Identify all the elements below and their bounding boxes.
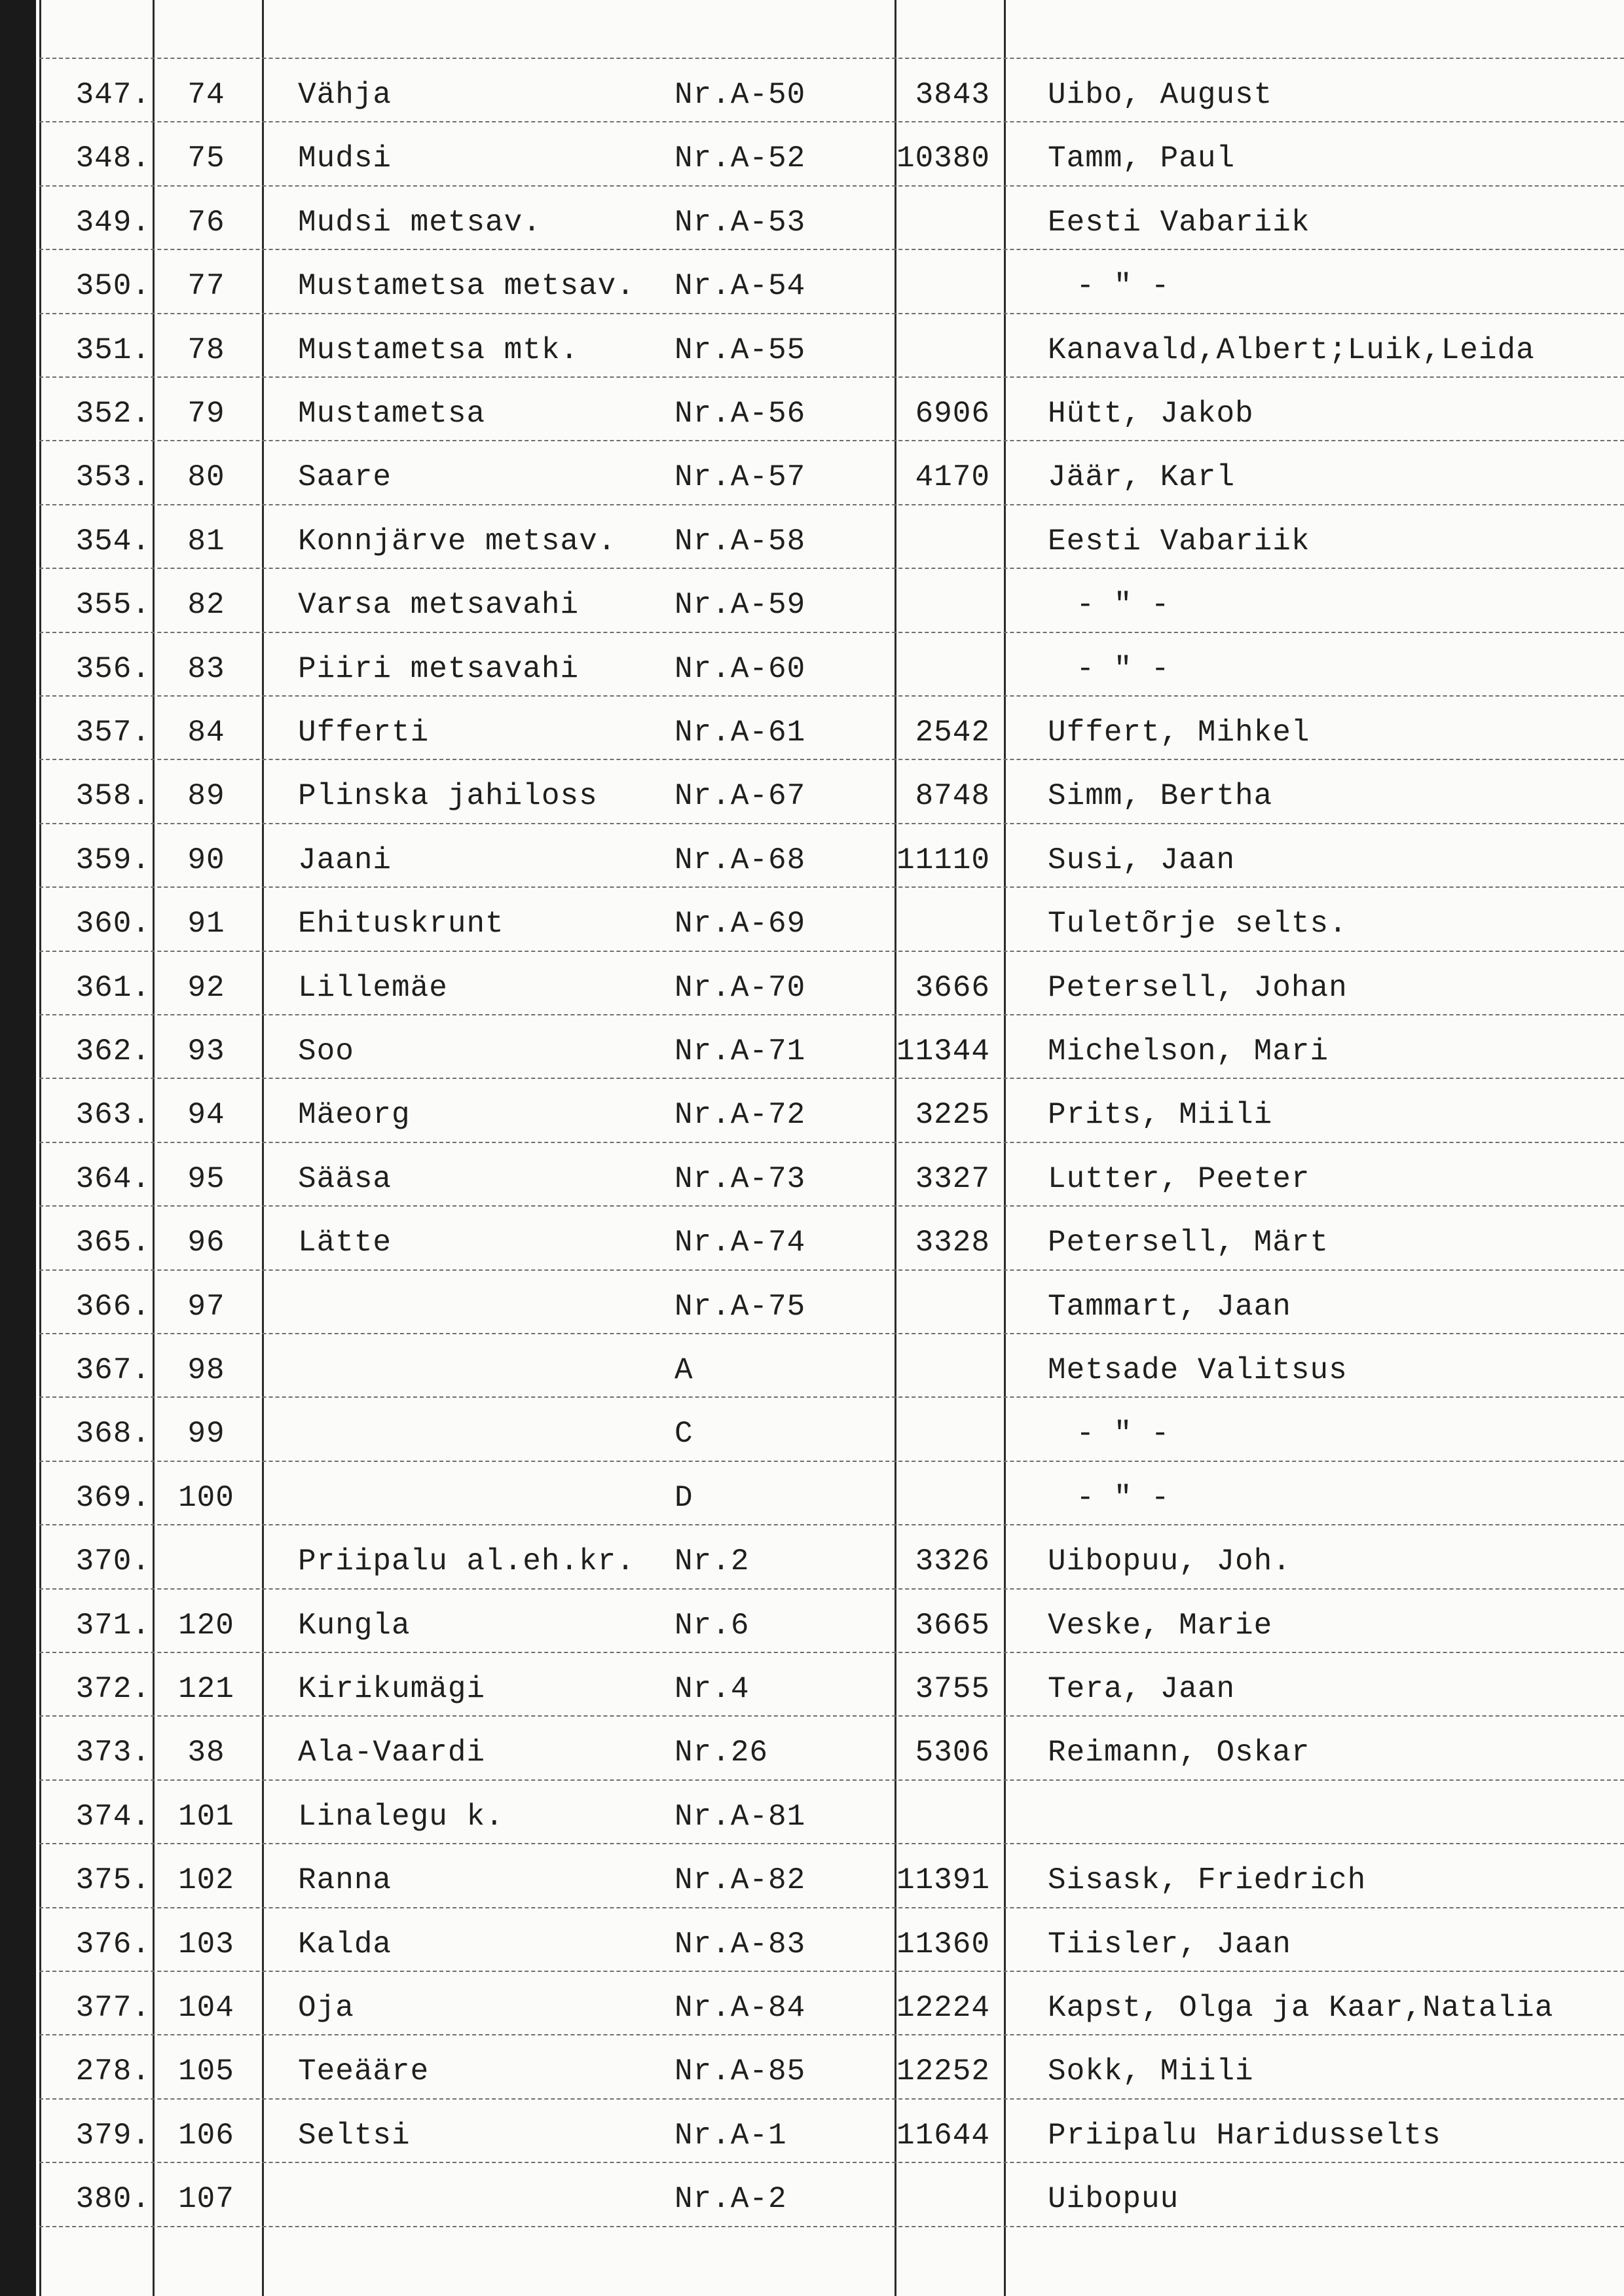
table-row [0,823,1624,886]
entry-number: 361. [75,970,151,1005]
farm-name: Mustametsa mtk. [298,333,580,367]
owner-name: Uffert, Mihkel [1048,716,1310,750]
table-row [0,1907,1624,1971]
farm-name: Lätte [298,1226,392,1260]
table-row [0,1779,1624,1843]
table-row [0,1014,1624,1078]
registry-reference: Nr.A-61 [674,716,806,750]
farm-name: Kirikumägi [298,1672,486,1706]
registry-reference: A [674,1353,693,1387]
parcel-number: 75 [187,141,225,176]
parcel-number: 89 [187,779,225,814]
farm-name: Konnjärve metsav. [298,524,617,558]
registry-reference: Nr.4 [674,1672,750,1706]
farm-name: Lillemäe [298,970,448,1005]
parcel-number: 77 [187,269,225,304]
entry-number: 363. [75,1098,151,1133]
owner-name: Eesti Vabariik [1048,205,1310,240]
farm-name: Mudsi [298,141,392,176]
table-row [0,1652,1624,1715]
parcel-number: 102 [178,1863,234,1898]
registry-reference: Nr.A-75 [674,1289,806,1324]
register-number: 12224 [896,1991,990,2025]
entry-number: 359. [75,843,151,877]
farm-name: Mäeorg [298,1098,411,1133]
table-row [0,249,1624,312]
parcel-number: 97 [187,1289,225,1324]
table-row [0,632,1624,695]
registry-reference: Nr.2 [674,1544,750,1579]
farm-name: Ala-Vaardi [298,1736,486,1770]
farm-name: Soo [298,1034,354,1068]
owner-name: Sokk, Miili [1048,2054,1254,2089]
entry-number: 379. [75,2118,151,2153]
owner-name: Tammart, Jaan [1048,1289,1291,1324]
farm-name: Oja [298,1991,354,2025]
registry-reference: Nr.A-2 [674,2182,787,2217]
farm-name: Piiri metsavahi [298,651,580,686]
owner-name: Tiisler, Jaan [1048,1927,1291,1961]
entry-number: 366. [75,1289,151,1324]
parcel-number: 80 [187,460,225,495]
registry-reference: Nr.A-71 [674,1034,806,1068]
owner-name: Uibopuu, Joh. [1048,1544,1291,1579]
register-number: 11360 [896,1927,990,1961]
register-number: 3665 [915,1608,990,1643]
entry-number: 372. [75,1672,151,1706]
parcel-number: 106 [178,2118,234,2153]
parcel-number: 98 [187,1353,225,1387]
table-row [0,58,1624,121]
parcel-number: 94 [187,1098,225,1133]
registry-reference: Nr.6 [674,1608,750,1643]
registry-reference: Nr.A-58 [674,524,806,558]
owner-name: Susi, Jaan [1048,843,1236,877]
farm-name: Ufferti [298,716,430,750]
registry-reference: Nr.A-82 [674,1863,806,1898]
farm-name: Ranna [298,1863,392,1898]
owner-name: Uibopuu [1048,2182,1179,2217]
entry-number: 349. [75,205,151,240]
entry-number: 278. [75,2054,151,2089]
register-number: 3328 [915,1226,990,1260]
entry-number: 353. [75,460,151,495]
owner-name: Simm, Bertha [1048,779,1273,814]
register-number: 3225 [915,1098,990,1133]
entry-number: 368. [75,1417,151,1451]
register-number: 2542 [915,716,990,750]
register-number: 8748 [915,779,990,814]
registry-reference: Nr.A-55 [674,333,806,367]
table-row [0,695,1624,759]
owner-name: Reimann, Oskar [1048,1736,1310,1770]
table-row [0,1843,1624,1906]
entry-number: 362. [75,1034,151,1068]
parcel-number: 90 [187,843,225,877]
entry-number: 370. [75,1544,151,1579]
owner-name: Priipalu Haridusselts [1048,2118,1441,2153]
registry-reference: Nr.A-53 [674,205,806,240]
entry-number: 348. [75,141,151,176]
table-row [0,1715,1624,1779]
owner-name: Hütt, Jakob [1048,397,1254,431]
registry-reference: Nr.A-72 [674,1098,806,1133]
register-number: 6906 [915,397,990,431]
parcel-number: 120 [178,1608,234,1643]
table-row [0,759,1624,822]
owner-name: Prits, Miili [1048,1098,1273,1133]
registry-reference: Nr.A-74 [674,1226,806,1260]
table-row [0,1333,1624,1396]
register-number: 12252 [896,2054,990,2089]
owner-name: Veske, Marie [1048,1608,1273,1643]
owner-name: Petersell, Johan [1048,970,1348,1005]
entry-number: 356. [75,651,151,686]
table-row [0,2098,1624,2162]
table-row [0,886,1624,950]
farm-name: Mustametsa metsav. [298,269,635,304]
register-number: 3326 [915,1544,990,1579]
register-number: 3755 [915,1672,990,1706]
owner-name: Metsade Valitsus [1048,1353,1348,1387]
farm-name: Kungla [298,1608,411,1643]
entry-number: 373. [75,1736,151,1770]
farm-name: Ehituskrunt [298,907,504,941]
parcel-number: 38 [187,1736,225,1770]
owner-name: Kapst, Olga ja Kaar,Natalia [1048,1991,1554,2025]
register-number: 11644 [896,2118,990,2153]
entry-number: 376. [75,1927,151,1961]
register-number: 3843 [915,78,990,112]
parcel-number: 93 [187,1034,225,1068]
entry-number: 357. [75,716,151,750]
registry-reference: C [674,1417,693,1451]
table-row [0,313,1624,376]
entry-number: 365. [75,1226,151,1260]
table-row [0,2034,1624,2098]
table-row [0,1971,1624,2034]
owner-name: - " - [1076,588,1170,623]
entry-number: 369. [75,1480,151,1515]
entry-number: 352. [75,397,151,431]
entry-number: 367. [75,1353,151,1387]
registry-reference: Nr.A-73 [674,1161,806,1196]
parcel-number: 107 [178,2182,234,2217]
entry-number: 375. [75,1863,151,1898]
owner-name: Petersell, Märt [1048,1226,1329,1260]
table-row [0,568,1624,631]
registry-reference: Nr.A-85 [674,2054,806,2089]
parcel-number: 91 [187,907,225,941]
register-number: 5306 [915,1736,990,1770]
owner-name: - " - [1076,269,1170,304]
table-row [0,1396,1624,1460]
farm-name: Saare [298,460,392,495]
registry-reference: Nr.A-83 [674,1927,806,1961]
registry-reference: Nr.A-81 [674,1799,806,1834]
registry-reference: Nr.A-69 [674,907,806,941]
farm-name: Seltsi [298,2118,411,2153]
entry-number: 354. [75,524,151,558]
owner-name: - " - [1076,651,1170,686]
parcel-number: 76 [187,205,225,240]
owner-name: - " - [1076,1417,1170,1451]
table-row [0,1078,1624,1141]
register-number: 11391 [896,1863,990,1898]
entry-number: 347. [75,78,151,112]
owner-name: - " - [1076,1480,1170,1515]
parcel-number: 99 [187,1417,225,1451]
farm-name: Linalegu k. [298,1799,504,1834]
entry-number: 350. [75,269,151,304]
owner-name: Tuletõrje selts. [1048,907,1348,941]
table-row [0,121,1624,185]
registry-reference: Nr.A-1 [674,2118,787,2153]
registry-reference: Nr.A-84 [674,1991,806,2025]
farm-name: Varsa metsavahi [298,588,580,623]
registry-reference: Nr.A-60 [674,651,806,686]
registry-reference: Nr.A-59 [674,588,806,623]
parcel-number: 84 [187,716,225,750]
registry-reference: Nr.A-56 [674,397,806,431]
farm-name: Vähja [298,78,392,112]
table-row [0,504,1624,568]
table-row [0,440,1624,503]
parcel-number: 96 [187,1226,225,1260]
owner-name: Lutter, Peeter [1048,1161,1310,1196]
parcel-number: 101 [178,1799,234,1834]
owner-name: Michelson, Mari [1048,1034,1329,1068]
farm-name: Plinska jahiloss [298,779,598,814]
register-number: 11110 [896,843,990,877]
table-row [0,1524,1624,1588]
entry-number: 355. [75,588,151,623]
table-row [0,376,1624,440]
row-rule [39,2226,1624,2227]
table-row [0,1205,1624,1269]
farm-name: Sääsa [298,1161,392,1196]
registry-reference: D [674,1480,693,1515]
entry-number: 380. [75,2182,151,2217]
parcel-number: 100 [178,1480,234,1515]
register-number: 3666 [915,970,990,1005]
parcel-number: 83 [187,651,225,686]
registry-reference: Nr.A-57 [674,460,806,495]
entry-number: 371. [75,1608,151,1643]
register-number: 10380 [896,141,990,176]
owner-name: Uibo, August [1048,78,1273,112]
parcel-number: 104 [178,1991,234,2025]
registry-reference: Nr.A-50 [674,78,806,112]
entry-number: 358. [75,779,151,814]
entry-number: 360. [75,907,151,941]
table-row [0,951,1624,1014]
parcel-number: 78 [187,333,225,367]
farm-name: Jaani [298,843,392,877]
registry-reference: Nr.A-52 [674,141,806,176]
parcel-number: 121 [178,1672,234,1706]
parcel-number: 79 [187,397,225,431]
table-row [0,1142,1624,1205]
owner-name: Tamm, Paul [1048,141,1236,176]
table-row [0,185,1624,249]
table-row [0,2162,1624,2225]
register-number: 3327 [915,1161,990,1196]
entry-number: 377. [75,1991,151,2025]
owner-name: Jäär, Karl [1048,460,1236,495]
entry-number: 374. [75,1799,151,1834]
farm-name: Kalda [298,1927,392,1961]
table-row [0,1588,1624,1652]
owner-name: Kanavald,Albert;Luik,Leida [1048,333,1535,367]
farm-name: Mudsi metsav. [298,205,542,240]
registry-reference: Nr.26 [674,1736,769,1770]
table-row [0,1461,1624,1524]
parcel-number: 82 [187,588,225,623]
owner-name: Tera, Jaan [1048,1672,1236,1706]
farm-name: Priipalu al.eh.kr. [298,1544,635,1579]
parcel-number: 74 [187,78,225,112]
farm-name: Teeääre [298,2054,430,2089]
parcel-number: 92 [187,970,225,1005]
parcel-number: 103 [178,1927,234,1961]
farm-name: Mustametsa [298,397,486,431]
registry-reference: Nr.A-67 [674,779,806,814]
registry-reference: Nr.A-68 [674,843,806,877]
parcel-number: 105 [178,2054,234,2089]
owner-name: Eesti Vabariik [1048,524,1310,558]
registry-reference: Nr.A-70 [674,970,806,1005]
owner-name: Sisask, Friedrich [1048,1863,1367,1898]
register-number: 11344 [896,1034,990,1068]
table-row [0,1269,1624,1333]
entry-number: 364. [75,1161,151,1196]
parcel-number: 81 [187,524,225,558]
register-number: 4170 [915,460,990,495]
registry-reference: Nr.A-54 [674,269,806,304]
parcel-number: 95 [187,1161,225,1196]
entry-number: 351. [75,333,151,367]
